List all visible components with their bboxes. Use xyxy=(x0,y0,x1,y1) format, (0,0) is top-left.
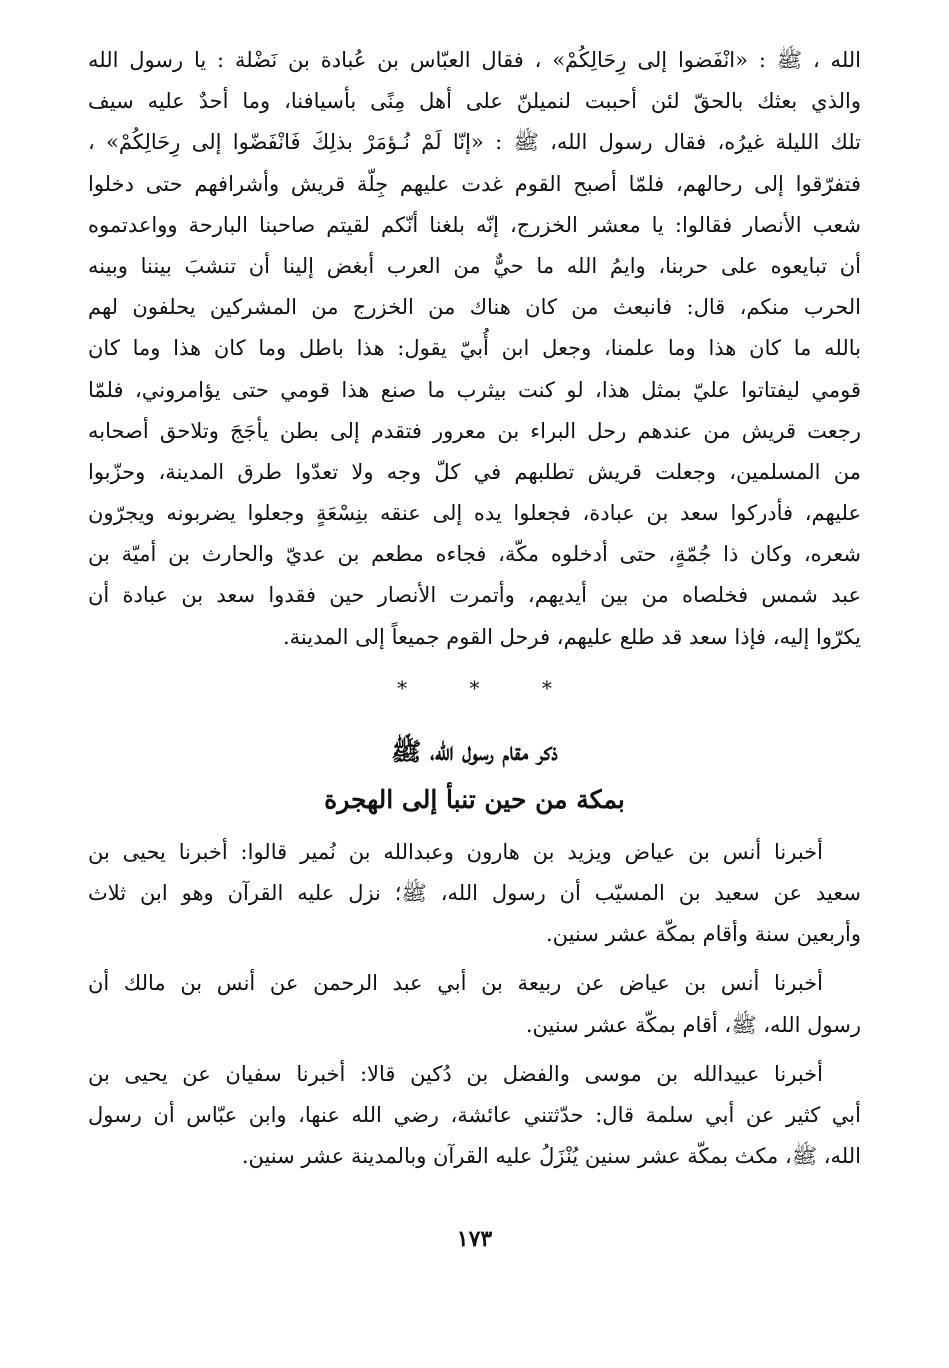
text-line: رجعت قريش من عندهم رحل البراء بن معرور فتقدم إلى بطن يأجَجَ وتلاحق أصحابه xyxy=(88,418,861,443)
text-line: الله ، ﷺ : «انْفَضوا إلى رِحَالِكُمْ» ، فقال العبّاس بن عُبادة بن نَضْلة : يا رسول الله xyxy=(88,48,861,72)
text-line: وأربعين سنة وأقام بمكّة عشر سنين. xyxy=(545,922,861,947)
text-line: أخبرنا أنس بن عياض ويزيد بن هارون وعبدالله بن نُمير قالوا: أخبرنا يحيى بن xyxy=(88,839,823,864)
text-line: الله، ﷺ، مكث بمكّة عشر سنين يُنْزَلُ عليه القرآن وبالمدينة عشر سنين. xyxy=(241,1144,861,1169)
text-line: شعره، وكان ذا جُمّةٍ، حتى أدخلوه مكّة، فجاءه مطعم بن عديّ والحارث بن أميّة بن xyxy=(88,542,861,567)
text-line: رسول الله، ﷺ، أقام بمكّة عشر سنين. xyxy=(525,1012,861,1037)
text-line: بالله ما كان هذا وما علمنا، وجعل ابن أُبيّ يقول: هذا باطل وما كان هذا وما كان xyxy=(88,336,861,361)
section-heading-line-1: ذكر مقام رسول الله، ﷺ xyxy=(391,736,558,766)
text-line: أخبرنا أنس بن عياض عن ربيعة بن أبي عبد الرحمن عن أنس بن مالك أن xyxy=(88,971,823,996)
text-line: تلك الليلة غيرُه، فقال رسول الله، ﷺ : «إنّا لَمْ نُـؤمَرْ بذلِكَ فَانْفَضّوا إلى رِحَالِكُمْ» ، xyxy=(88,130,861,155)
text-line: عليهم، فأدركوا سعد بن عبادة، فجعلوا يده إلى عنقه بنِسْعَةٍ وجعلوا يضربونه ويجرّون xyxy=(88,501,861,526)
text-line: أن تبايعوه على حربنا، وايمُ الله ما حيٌّ من العرب أبغض إلينا أن تنشبَ بيننا وبينه xyxy=(88,253,861,278)
text-line: من المسلمين، وجعلت قريش تطلبهم في كلّ وجه ولا تعدّوا طرق المدينة، وحزّبوا xyxy=(88,459,861,484)
text-line: شعب الأنصار فقالوا: يا معشر الخزرج، إنّه بلغنا أنّكم لقيتم صاحبنا البارحة وواعدتموه xyxy=(88,212,861,237)
section-heading-line-2: بمكة من حين تنبأ إلى الهجرة xyxy=(324,784,625,814)
text-line: أخبرنا عبيدالله بن موسى والفضل بن دُكين قالا: أخبرنا سفيان عن يحيى بن xyxy=(88,1061,823,1086)
asterisk: * xyxy=(397,675,408,700)
text-line: أبي كثير عن أبي سلمة قال: حدّثتني عائشة، رضي الله عنها، وابن عبّاس أن رسول xyxy=(88,1102,861,1127)
text-line: سعيد عن سعيد بن المسيّب أن رسول الله، ﷺ؛ نزل عليه القرآن وهو ابن ثلاث xyxy=(88,881,861,905)
asterisk: * xyxy=(469,675,480,700)
text-line: يكرّوا إليه، فإذا سعد قد طلع عليهم، فرحل القوم جميعاً إلى المدينة. xyxy=(282,624,861,649)
page-number: ١٧٣ xyxy=(456,1226,493,1252)
top-paragraph xyxy=(88,40,861,658)
asterisk: * xyxy=(541,675,552,700)
paragraph xyxy=(88,963,861,1045)
paragraph xyxy=(88,832,861,956)
section-separator xyxy=(88,662,861,714)
text-line: عبد شمس فخلصاه من بين أيديهم، وأتمرت الأنصار حين فقدوا سعد بن عبادة أن xyxy=(88,583,861,608)
text-line: الحرب منكم، قال: فانبعث من كان هناك من الخزرج من المشركين يحلفون لهم xyxy=(88,295,861,320)
text-line: قومي ليفتاتوا عليّ بمثل هذا، لو كنت بيثرب ما صنع هذا قومي حتى يؤامروني، فلمّا xyxy=(88,377,861,402)
text-line: فتفرّقوا إلى رحالهم، فلمّا أصبح القوم غدت عليهم جِلّة قريش وأشرافهم حتى دخلوا xyxy=(88,171,861,196)
text-line: والذي بعثك بالحقّ لئن أحببت لنميلنّ على أهل مِنًى بأسيافنا، وما أحدٌ عليه سيف xyxy=(88,89,861,114)
paragraph xyxy=(88,1054,861,1178)
